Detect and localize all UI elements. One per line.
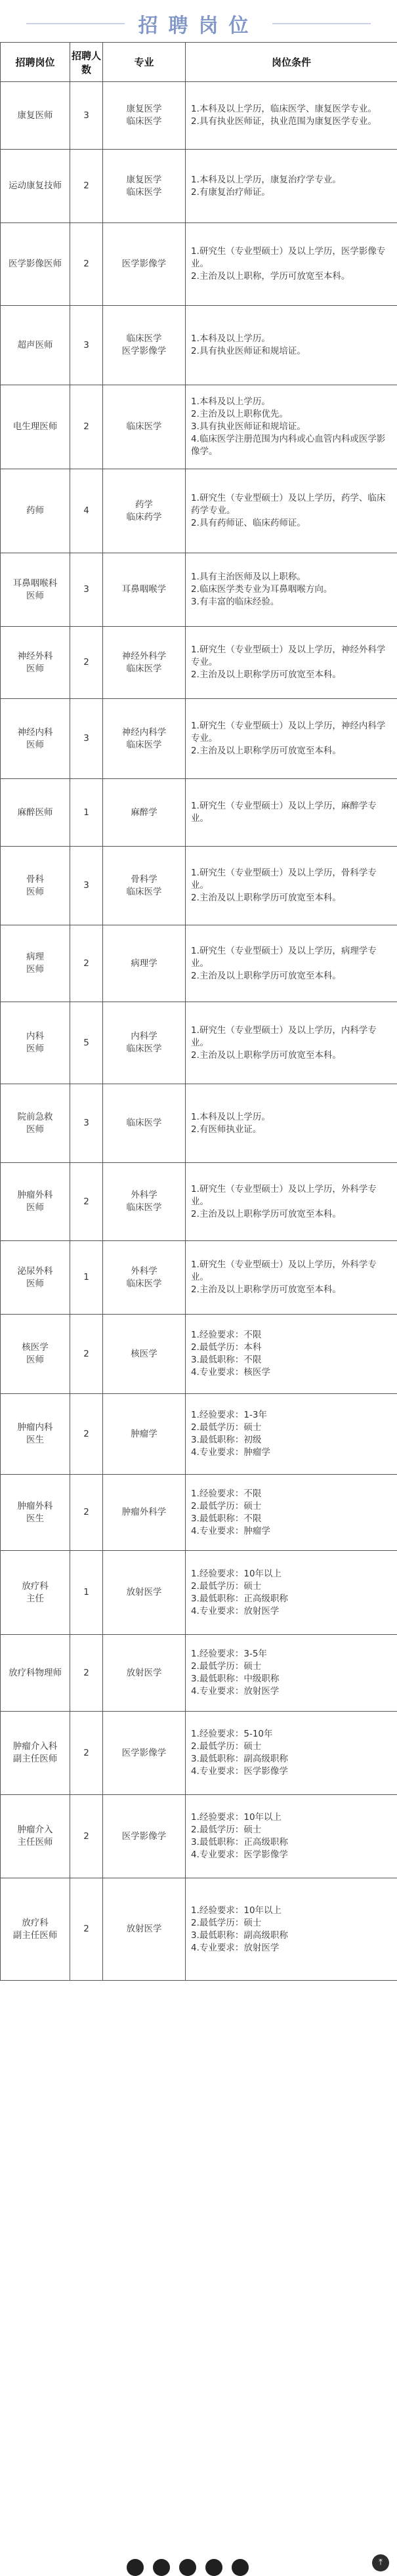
major-text: 放射医学 (106, 1923, 182, 1935)
cell-requirements (186, 1878, 397, 1981)
cell-major (103, 150, 186, 223)
position-text: 医师 (5, 963, 66, 976)
col-header-major: 专业 (103, 43, 186, 82)
cell-major (103, 1241, 186, 1315)
cell-count: 4 (70, 469, 103, 553)
major-text: 临床医学 (106, 186, 182, 199)
cell-count: 2 (70, 925, 103, 1002)
requirement-line: 1.经验要求：10年以上 (191, 1811, 392, 1824)
requirement-line: 2.主治及以上职称优先。 (191, 408, 392, 421)
position-text: 药师 (5, 505, 66, 517)
requirement-line: 2.最低学历：硕士 (191, 1422, 392, 1434)
major-text: 临床医学 (106, 886, 182, 898)
major-text: 麻醉学 (106, 807, 182, 819)
position-text: 医生 (5, 1434, 66, 1446)
requirement-line: 2.具有药师证、临床药师证。 (191, 517, 392, 530)
table-row (1, 469, 397, 553)
cell-count: 2 (70, 1394, 103, 1475)
position-text: 肿瘤介入 (5, 1824, 66, 1836)
requirement-line: 4.专业要求：放射医学 (191, 1605, 392, 1618)
cell-position (1, 553, 70, 627)
cell-count: 2 (70, 1163, 103, 1241)
major-text: 骨科学 (106, 874, 182, 886)
major-text: 临床药学 (106, 511, 182, 524)
requirement-line: 2.临床医学类专业为耳鼻咽喉方向。 (191, 583, 392, 596)
position-text: 医师 (5, 1124, 66, 1136)
cell-count: 2 (70, 1635, 103, 1712)
cell-position (1, 627, 70, 699)
cell-requirements (186, 553, 397, 627)
cell-position (1, 1551, 70, 1635)
cell-major (103, 1084, 186, 1163)
requirement-line: 1.经验要求：5-10年 (191, 1728, 392, 1741)
requirement-line: 1.本科及以上学历。 (191, 333, 392, 345)
position-text: 神经内科 (5, 727, 66, 739)
table-row (1, 553, 397, 627)
position-text: 骨科 (5, 874, 66, 886)
requirement-line: 1.本科及以上学历。 (191, 396, 392, 408)
cell-major (103, 82, 186, 150)
cell-major (103, 385, 186, 469)
dot-3[interactable] (179, 2559, 196, 2576)
position-text: 放疗科 (5, 1580, 66, 1593)
cell-position (1, 1315, 70, 1394)
requirement-line: 4.临床医学注册范围为内科或心血管内科或医学影像学。 (191, 433, 392, 458)
cell-count: 3 (70, 1084, 103, 1163)
cell-requirements (186, 627, 397, 699)
position-text: 康复医师 (5, 110, 66, 122)
cell-count: 3 (70, 82, 103, 150)
major-text: 医学影像学 (106, 1830, 182, 1843)
requirement-line: 4.专业要求：医学影像学 (191, 1765, 392, 1778)
major-text: 临床医学 (106, 421, 182, 433)
cell-requirements (186, 699, 397, 779)
requirement-line: 3.最低职称：不限 (191, 1354, 392, 1366)
cell-requirements (186, 925, 397, 1002)
cell-major (103, 306, 186, 385)
table-row (1, 1635, 397, 1712)
requirement-line: 3.最低职称：初级 (191, 1434, 392, 1446)
position-text: 肿瘤外科 (5, 1500, 66, 1513)
position-text: 医师 (5, 1202, 66, 1214)
requirement-line: 1.研究生（专业型硕士）及以上学历，医学影像专业。 (191, 245, 392, 270)
carousel-dots (0, 2555, 397, 2573)
cell-major (103, 553, 186, 627)
requirement-line: 2.主治及以上职称学历可放宽至本科。 (191, 1284, 392, 1296)
table-row (1, 1241, 397, 1315)
table-row (1, 779, 397, 847)
position-text: 医师 (5, 1354, 66, 1366)
cell-requirements (186, 847, 397, 925)
major-text: 神经内科学 (106, 727, 182, 739)
cell-count: 5 (70, 1002, 103, 1084)
cell-position (1, 1241, 70, 1315)
requirement-line: 4.专业要求：核医学 (191, 1366, 392, 1379)
position-text: 主任 (5, 1593, 66, 1605)
table-row (1, 385, 397, 469)
requirement-line: 1.经验要求：3-5年 (191, 1648, 392, 1660)
cell-major (103, 469, 186, 553)
cell-major (103, 1002, 186, 1084)
requirement-line: 1.本科及以上学历，康复治疗学专业。 (191, 174, 392, 186)
cell-major (103, 925, 186, 1002)
requirement-line: 4.专业要求：医学影像学 (191, 1849, 392, 1861)
cell-requirements (186, 1394, 397, 1475)
position-text: 主任医师 (5, 1836, 66, 1849)
major-text: 医学影像学 (106, 1747, 182, 1760)
major-text: 神经外科学 (106, 650, 182, 663)
position-text: 核医学 (5, 1341, 66, 1354)
cell-requirements (186, 1795, 397, 1878)
major-text: 康复医学 (106, 103, 182, 116)
position-text: 神经外科 (5, 650, 66, 663)
cell-count: 3 (70, 699, 103, 779)
major-text: 临床医学 (106, 333, 182, 345)
requirement-line: 2.最低学历：硕士 (191, 1917, 392, 1930)
position-text: 医生 (5, 1513, 66, 1525)
major-text: 肿瘤学 (106, 1428, 182, 1441)
requirement-line: 2.主治及以上职称学历可放宽至本科。 (191, 970, 392, 982)
requirement-line: 2.有康复治疗师证。 (191, 186, 392, 199)
col-header-count: 招聘人数 (70, 43, 103, 82)
cell-position (1, 385, 70, 469)
major-text: 肿瘤外科学 (106, 1506, 182, 1519)
requirement-line: 1.经验要求：1-3年 (191, 1409, 392, 1422)
major-text: 临床医学 (106, 739, 182, 751)
major-text: 外科学 (106, 1265, 182, 1278)
cell-major (103, 1475, 186, 1551)
major-text: 临床医学 (106, 1043, 182, 1055)
position-text: 医师 (5, 739, 66, 751)
requirement-line: 1.研究生（专业型硕士）及以上学历，神经外科学专业。 (191, 644, 392, 669)
table-row (1, 150, 397, 223)
cell-count: 2 (70, 627, 103, 699)
table-row (1, 1551, 397, 1635)
cell-requirements (186, 1315, 397, 1394)
cell-requirements (186, 82, 397, 150)
table-row (1, 82, 397, 150)
cell-position (1, 1084, 70, 1163)
position-text: 医师 (5, 1043, 66, 1055)
cell-position (1, 925, 70, 1002)
cell-position (1, 1635, 70, 1712)
major-text: 康复医学 (106, 174, 182, 186)
cell-count: 1 (70, 779, 103, 847)
cell-count: 2 (70, 150, 103, 223)
table-row (1, 1315, 397, 1394)
cell-requirements (186, 1241, 397, 1315)
cell-requirements (186, 385, 397, 469)
table-row (1, 1878, 397, 1981)
requirement-line: 1.研究生（专业型硕士）及以上学历，外科学专业。 (191, 1259, 392, 1284)
position-text: 医师 (5, 886, 66, 898)
requirement-line: 3.最低职称：副高级职称 (191, 1753, 392, 1765)
dot-5[interactable] (232, 2559, 249, 2576)
cell-major (103, 847, 186, 925)
position-text: 内科 (5, 1030, 66, 1043)
table-row (1, 1002, 397, 1084)
table-header-row (1, 43, 397, 82)
dot-4[interactable] (205, 2559, 222, 2576)
requirement-line: 1.研究生（专业型硕士）及以上学历，神经内科学专业。 (191, 720, 392, 745)
requirement-line: 2.主治及以上职称学历可放宽至本科。 (191, 745, 392, 757)
dot-1[interactable] (127, 2559, 144, 2576)
position-text: 麻醉医师 (5, 807, 66, 819)
position-text: 医学影像医师 (5, 258, 66, 270)
requirement-line: 2.最低学历：硕士 (191, 1741, 392, 1753)
cell-count: 3 (70, 306, 103, 385)
cell-major (103, 627, 186, 699)
major-text: 放射医学 (106, 1667, 182, 1679)
cell-position (1, 150, 70, 223)
major-text: 临床医学 (106, 663, 182, 675)
cell-count: 1 (70, 1241, 103, 1315)
cell-requirements (186, 1635, 397, 1712)
cell-major (103, 1878, 186, 1981)
cell-major (103, 1551, 186, 1635)
cell-major (103, 1795, 186, 1878)
cell-requirements (186, 1002, 397, 1084)
table-row (1, 847, 397, 925)
cell-position (1, 82, 70, 150)
major-text: 临床医学 (106, 116, 182, 128)
requirement-line: 2.具有执业医师证，执业范围为康复医学专业。 (191, 116, 392, 128)
requirement-line: 3.有丰富的临床经验。 (191, 596, 392, 608)
cell-position (1, 779, 70, 847)
cell-position (1, 847, 70, 925)
cell-count: 2 (70, 1475, 103, 1551)
cell-position (1, 1712, 70, 1795)
dot-2[interactable] (153, 2559, 170, 2576)
table-body (1, 82, 397, 1981)
requirement-line: 2.有医师执业证。 (191, 1124, 392, 1136)
position-text: 肿瘤外科 (5, 1189, 66, 1202)
cell-major (103, 699, 186, 779)
requirement-line: 3.具有执业医师证和规培证。 (191, 421, 392, 433)
cell-requirements (186, 306, 397, 385)
requirement-line: 2.主治及以上职称学历可放宽至本科。 (191, 1049, 392, 1062)
cell-requirements (186, 1475, 397, 1551)
requirement-line: 2.主治及以上职称学历可放宽至本科。 (191, 892, 392, 904)
cell-position (1, 1475, 70, 1551)
cell-requirements (186, 1712, 397, 1795)
cell-count: 2 (70, 1315, 103, 1394)
table-row (1, 1394, 397, 1475)
position-text: 放疗科物理师 (5, 1667, 66, 1679)
cell-requirements (186, 150, 397, 223)
cell-count: 2 (70, 1712, 103, 1795)
position-text: 泌尿外科 (5, 1265, 66, 1278)
cell-requirements (186, 469, 397, 553)
major-text: 医学影像学 (106, 345, 182, 358)
requirement-line: 1.研究生（专业型硕士）及以上学历，内科学专业。 (191, 1024, 392, 1049)
major-text: 临床医学 (106, 1117, 182, 1130)
cell-count: 3 (70, 847, 103, 925)
position-text: 院前急救 (5, 1111, 66, 1124)
position-text: 副主任医师 (5, 1753, 66, 1765)
requirement-line: 2.最低学历：硕士 (191, 1500, 392, 1513)
requirement-line: 1.本科及以上学历，临床医学、康复医学专业。 (191, 103, 392, 116)
requirement-line: 3.最低职称：正高级职称 (191, 1836, 392, 1849)
requirement-line: 2.主治及以上职称学历可放宽至本科。 (191, 1208, 392, 1221)
table-row (1, 1163, 397, 1241)
cell-count: 2 (70, 1795, 103, 1878)
requirement-line: 4.专业要求：肿瘤学 (191, 1525, 392, 1538)
col-header-requirements: 岗位条件 (186, 43, 397, 82)
cell-position (1, 1394, 70, 1475)
requirement-line: 2.最低学历：硕士 (191, 1824, 392, 1836)
section-header (0, 0, 397, 47)
cell-count: 2 (70, 1878, 103, 1981)
requirement-line: 1.具有主治医师及以上职称。 (191, 571, 392, 583)
requirement-line: 3.最低职称：正高级职称 (191, 1593, 392, 1605)
requirement-line: 2.最低学历：硕士 (191, 1660, 392, 1673)
cell-count: 2 (70, 385, 103, 469)
cell-position (1, 223, 70, 306)
major-text: 医学影像学 (106, 258, 182, 270)
position-text: 放疗科 (5, 1917, 66, 1930)
cell-major (103, 1635, 186, 1712)
position-text: 耳鼻咽喉科 (5, 578, 66, 590)
cell-major (103, 1394, 186, 1475)
position-text: 电生理医师 (5, 421, 66, 433)
requirement-line: 1.研究生（专业型硕士）及以上学历，病理学专业。 (191, 945, 392, 970)
table-row (1, 1712, 397, 1795)
requirement-line: 1.研究生（专业型硕士）及以上学历，麻醉学专业。 (191, 800, 392, 825)
cell-position (1, 699, 70, 779)
major-text: 临床医学 (106, 1278, 182, 1290)
requirement-line: 2.具有执业医师证和规培证。 (191, 345, 392, 358)
table-row (1, 1795, 397, 1878)
cell-requirements (186, 1551, 397, 1635)
requirement-line: 1.研究生（专业型硕士）及以上学历，外科学专业。 (191, 1183, 392, 1208)
cell-major (103, 779, 186, 847)
requirement-line: 4.专业要求：肿瘤学 (191, 1446, 392, 1459)
requirement-line: 4.专业要求：放射医学 (191, 1942, 392, 1954)
cell-position (1, 469, 70, 553)
major-text: 外科学 (106, 1189, 182, 1202)
requirement-line: 1.经验要求：10年以上 (191, 1568, 392, 1580)
page-title: 招聘岗位 (0, 9, 397, 38)
cell-major (103, 1163, 186, 1241)
cell-major (103, 1712, 186, 1795)
requirement-line: 4.专业要求：放射医学 (191, 1685, 392, 1698)
col-header-position: 招聘岗位 (1, 43, 70, 82)
cell-requirements (186, 779, 397, 847)
requirement-line: 3.最低职称：不限 (191, 1513, 392, 1525)
position-text: 医师 (5, 663, 66, 675)
requirement-line: 2.最低学历：硕士 (191, 1580, 392, 1593)
cell-position (1, 1002, 70, 1084)
cell-position (1, 1795, 70, 1878)
cell-position (1, 1878, 70, 1981)
position-text: 副主任医师 (5, 1930, 66, 1942)
major-text: 临床医学 (106, 1202, 182, 1214)
cell-count: 3 (70, 553, 103, 627)
major-text: 药学 (106, 499, 182, 511)
cell-position (1, 1163, 70, 1241)
requirement-line: 2.主治及以上职称，学历可放宽至本科。 (191, 270, 392, 283)
major-text: 内科学 (106, 1030, 182, 1043)
requirement-line: 1.经验要求：10年以上 (191, 1905, 392, 1917)
requirement-line: 1.本科及以上学历。 (191, 1111, 392, 1124)
cell-requirements (186, 1163, 397, 1241)
position-text: 运动康复技师 (5, 180, 66, 192)
requirement-line: 2.最低学历：本科 (191, 1341, 392, 1354)
major-text: 病理学 (106, 958, 182, 970)
table-row (1, 699, 397, 779)
cell-major (103, 1315, 186, 1394)
table-row (1, 223, 397, 306)
cell-requirements (186, 223, 397, 306)
position-text: 医师 (5, 1278, 66, 1290)
requirement-line: 1.经验要求：不限 (191, 1488, 392, 1500)
position-text: 超声医师 (5, 339, 66, 352)
table-row (1, 1475, 397, 1551)
cell-position (1, 306, 70, 385)
table-row (1, 306, 397, 385)
requirement-line: 1.研究生（专业型硕士）及以上学历，药学、临床药学专业。 (191, 492, 392, 517)
table-row (1, 627, 397, 699)
requirement-line: 1.经验要求：不限 (191, 1329, 392, 1341)
requirement-line: 2.主治及以上职称学历可放宽至本科。 (191, 669, 392, 681)
requirement-line: 1.研究生（专业型硕士）及以上学历，骨科学专业。 (191, 867, 392, 892)
scroll-top-icon[interactable]: ⤒ (372, 2554, 389, 2571)
table-row (1, 925, 397, 1002)
major-text: 耳鼻咽喉学 (106, 583, 182, 596)
requirement-line: 3.最低职称：副高级职称 (191, 1930, 392, 1942)
cell-major (103, 223, 186, 306)
jobs-table (0, 42, 397, 1981)
position-text: 医师 (5, 590, 66, 602)
cell-requirements (186, 1084, 397, 1163)
position-text: 肿瘤内科 (5, 1422, 66, 1434)
cell-count: 1 (70, 1551, 103, 1635)
major-text: 放射医学 (106, 1586, 182, 1599)
requirement-line: 3.最低职称：中级职称 (191, 1673, 392, 1685)
table-row (1, 1084, 397, 1163)
position-text: 病理 (5, 951, 66, 963)
cell-count: 2 (70, 223, 103, 306)
major-text: 核医学 (106, 1348, 182, 1361)
position-text: 肿瘤介入科 (5, 1741, 66, 1753)
